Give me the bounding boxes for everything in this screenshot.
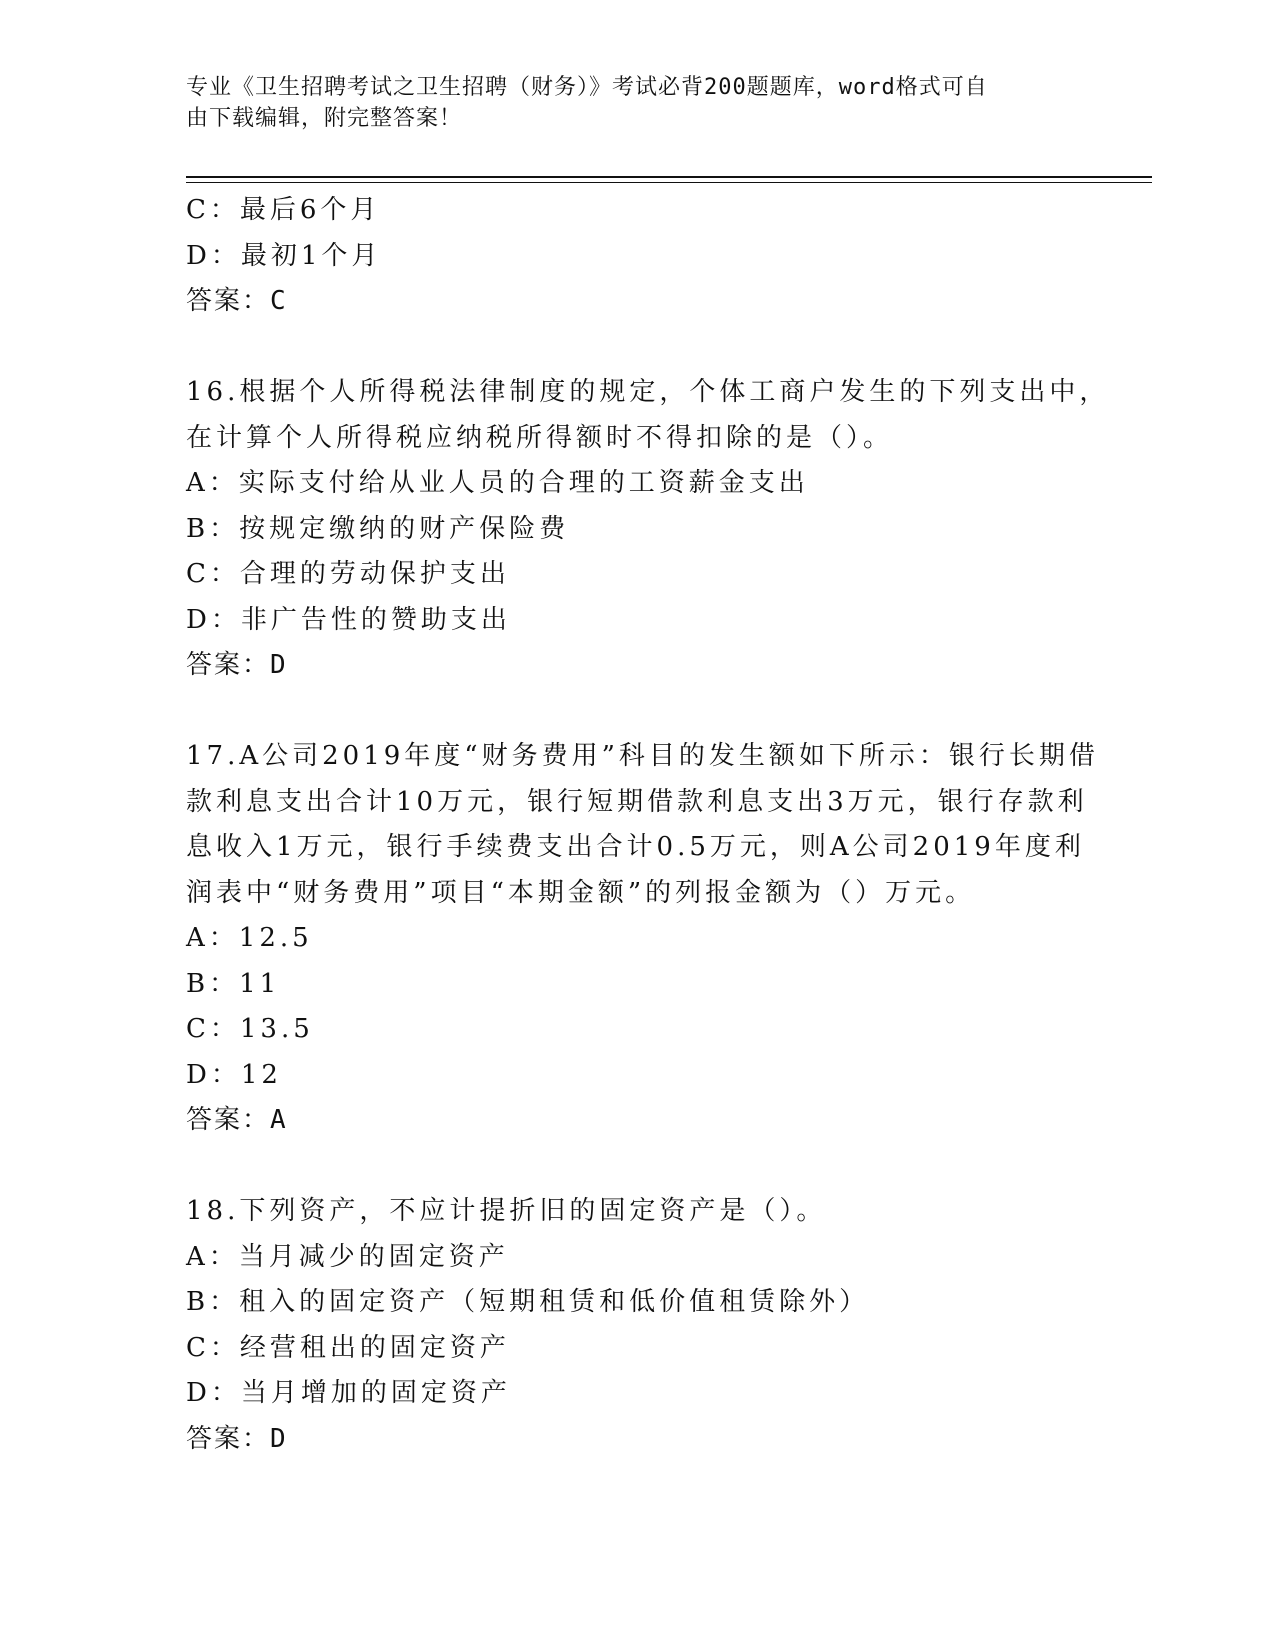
header-rule-thin: [186, 182, 1152, 183]
answer-line: 答案：C: [186, 286, 288, 316]
option-c: C：合理的劳动保护支出: [186, 559, 510, 589]
question-stem-line: 18.下列资产，不应计提折旧的固定资产是（）。: [186, 1196, 827, 1226]
question-16: [186, 370, 1110, 689]
question-stem-line: 16.根据个人所得税法律制度的规定，个体工商户发生的下列支出中，: [186, 377, 1110, 407]
answer-line: 答案：D: [186, 1423, 288, 1454]
option-c: C：最后6个月: [186, 195, 381, 225]
question-stem-line: 息收入1万元，银行手续费支出合计0.5万元，则A公司2019年度利: [186, 832, 1085, 862]
question-stem-line: 款利息支出合计10万元，银行短期借款利息支出3万元，银行存款利: [186, 786, 1088, 817]
question-stem-line: 润表中“财务费用”项目“本期金额”的列报金额为（）万元。: [186, 877, 976, 908]
header-line-2: 由下载编辑，附完整答案！: [186, 106, 463, 131]
answer-line: 答案：A: [186, 1105, 288, 1135]
answer-line: 答案：D: [186, 650, 288, 680]
question-17: [186, 734, 1099, 1144]
document-header: [186, 72, 1066, 134]
spacer: [186, 689, 1086, 735]
option-d: D：非广告性的赞助支出: [186, 604, 511, 635]
option-c: C：13.5: [186, 1014, 314, 1044]
spacer: [186, 1144, 1086, 1190]
option-a: A：12.5: [186, 923, 313, 953]
option-c: C：经营租出的固定资产: [186, 1332, 510, 1363]
spacer: [186, 325, 1086, 371]
option-d: D：当月增加的固定资产: [186, 1378, 511, 1408]
header-line-1: 专业《卫生招聘考试之卫生招聘（财务）》考试必背200题题库，word格式可自: [186, 75, 988, 100]
question-stem-line: 17.A公司2019年度“财务费用”科目的发生额如下所示：银行长期借: [186, 741, 1099, 771]
document-body: [186, 188, 1110, 1462]
header-rule-thick: [186, 176, 1152, 178]
option-b: B：租入的固定资产（短期租赁和低价值租赁除外）: [186, 1287, 870, 1317]
question-18: [186, 1189, 1086, 1462]
option-b: B：按规定缴纳的财产保险费: [186, 513, 570, 544]
option-a: A：当月减少的固定资产: [186, 1241, 509, 1272]
option-d: D：12: [186, 1059, 282, 1090]
prev-question-block: [186, 188, 1086, 325]
question-stem-line: 在计算个人所得税应纳税所得额时不得扣除的是（）。: [186, 422, 894, 453]
option-b: B：11: [186, 968, 281, 999]
option-d: D：最初1个月: [186, 240, 382, 271]
option-a: A：实际支付给从业人员的合理的工资薪金支出: [186, 468, 809, 498]
